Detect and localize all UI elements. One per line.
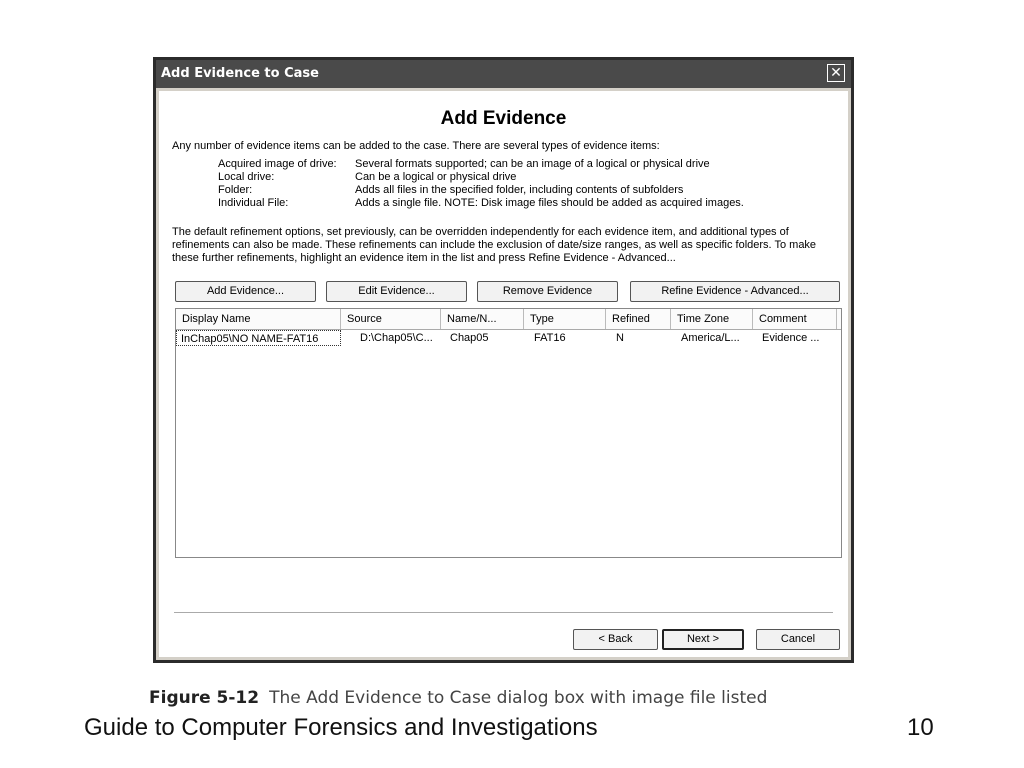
column-header-comment[interactable]: Comment: [753, 309, 837, 329]
evidence-type-name: Local drive:: [218, 171, 275, 183]
remove-evidence-button[interactable]: Remove Evidence: [477, 281, 618, 302]
evidence-type-row: [218, 158, 744, 171]
evidence-type-name: Individual File:: [218, 197, 289, 209]
cell-display-name: InChap05\NO NAME-FAT16: [176, 330, 341, 346]
evidence-types-list: [218, 158, 744, 210]
column-header-display-name[interactable]: Display Name: [176, 309, 341, 329]
edit-evidence-button[interactable]: Edit Evidence...: [326, 281, 467, 302]
column-header-source[interactable]: Source: [341, 309, 441, 329]
figure-caption: [149, 688, 767, 708]
back-button[interactable]: < Back: [573, 629, 658, 650]
cell-refined: N: [616, 332, 624, 344]
refine-evidence-advanced-button[interactable]: Refine Evidence - Advanced...: [630, 281, 840, 302]
table-row[interactable]: [176, 330, 841, 346]
add-evidence-dialog: [153, 57, 854, 663]
divider: [174, 612, 833, 613]
list-header: [176, 309, 841, 330]
close-icon[interactable]: ✕: [827, 64, 845, 82]
evidence-type-row: [218, 171, 744, 184]
cancel-button[interactable]: Cancel: [756, 629, 840, 650]
figure-label: Figure 5-12: [149, 688, 260, 708]
footer-title: Guide to Computer Forensics and Investigations: [84, 714, 598, 741]
cell-type: FAT16: [534, 332, 566, 344]
evidence-type-desc: Adds all files in the specified folder, including contents of subfolders: [355, 184, 684, 196]
evidence-type-row: [218, 184, 744, 197]
column-header-time-zone[interactable]: Time Zone: [671, 309, 753, 329]
intro-text: Any number of evidence items can be added to the case. There are several types of evidence items:: [172, 140, 660, 152]
figure-caption-text: The Add Evidence to Case dialog box with image file listed: [269, 688, 768, 708]
column-header-type[interactable]: Type: [524, 309, 606, 329]
evidence-type-row: [218, 197, 744, 210]
evidence-type-desc: Can be a logical or physical drive: [355, 171, 517, 183]
cell-source: D:\Chap05\C...: [360, 332, 433, 344]
cell-comment: Evidence ...: [762, 332, 820, 344]
next-button[interactable]: Next >: [662, 629, 744, 650]
column-header-refined[interactable]: Refined: [606, 309, 671, 329]
dialog-content: [159, 91, 848, 657]
cell-time-zone: America/L...: [681, 332, 740, 344]
add-evidence-button[interactable]: Add Evidence...: [175, 281, 316, 302]
column-header-name[interactable]: Name/N...: [441, 309, 524, 329]
evidence-type-name: Acquired image of drive:: [218, 158, 337, 170]
evidence-type-desc: Adds a single file. NOTE: Disk image files should be added as acquired images.: [355, 197, 744, 209]
dialog-titlebar: [156, 60, 851, 88]
page-number: 10: [907, 714, 934, 741]
evidence-type-desc: Several formats supported; can be an image of a logical or physical drive: [355, 158, 710, 170]
page-title: Add Evidence: [440, 108, 567, 129]
evidence-type-name: Folder:: [218, 184, 253, 196]
cell-name: Chap05: [450, 332, 489, 344]
dialog-title: Add Evidence to Case: [161, 66, 319, 81]
refinement-description: The default refinement options, set previously, can be overridden independently for each evidence item, and additional types of refinements can also be made. These refinements can include the exclusion of date/size ranges, as well as specific folders. To make these further refinements, highlight an evidence item in the list and press Refine Evidence - Advanced...: [172, 226, 817, 264]
evidence-list[interactable]: [175, 308, 842, 558]
